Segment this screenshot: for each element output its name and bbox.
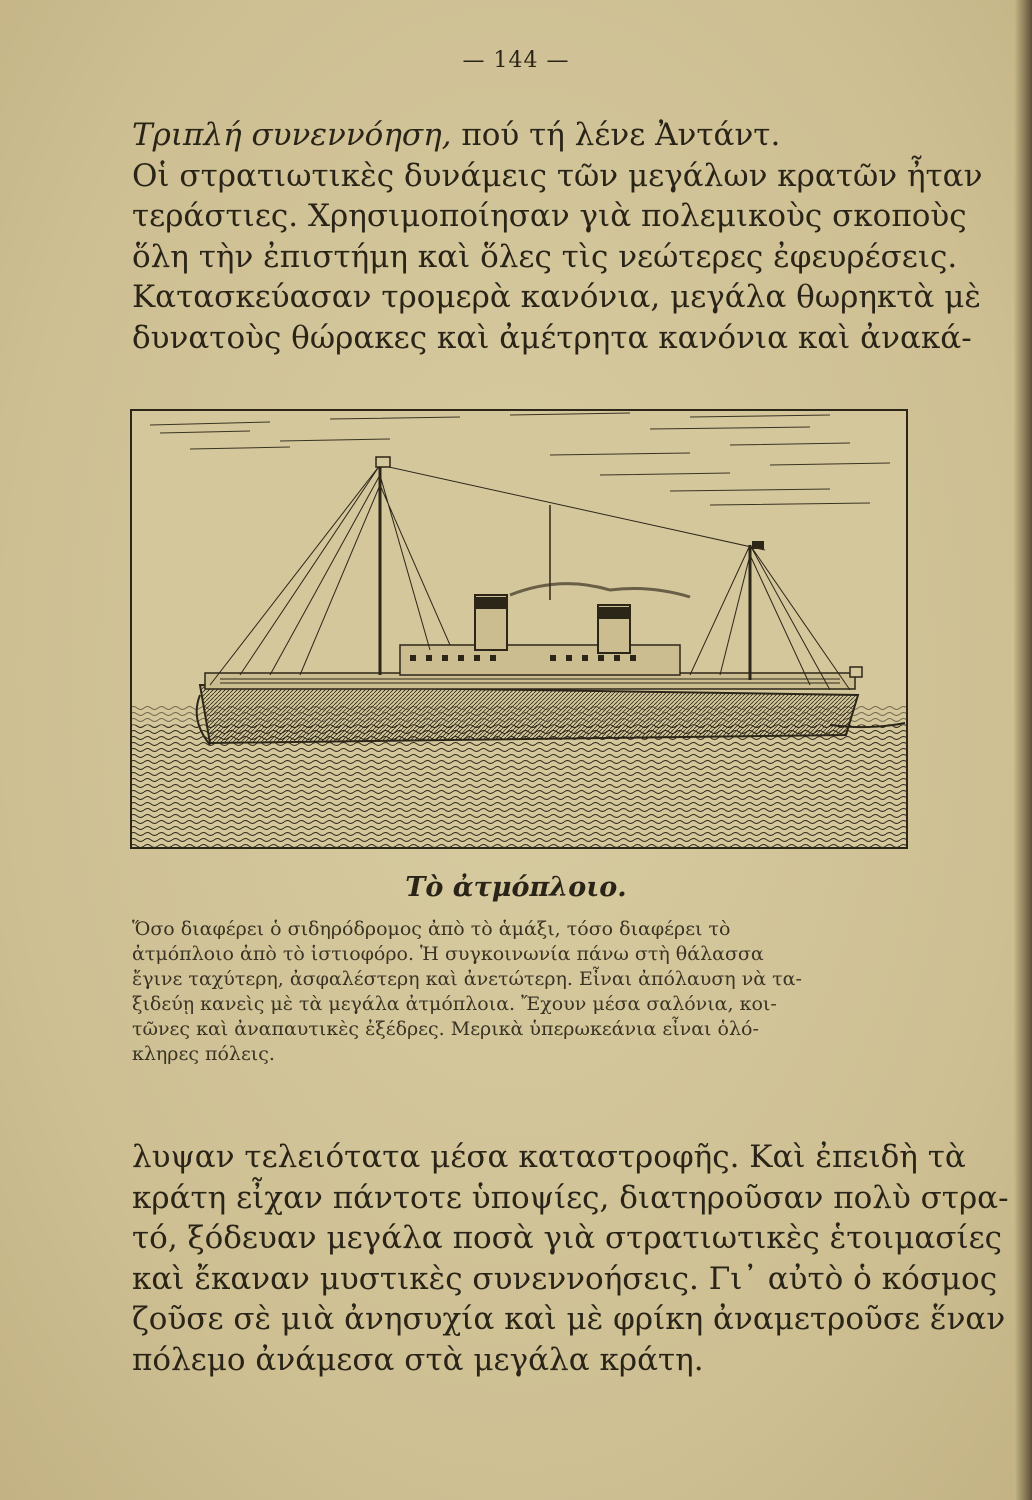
caption-line: ἔγινε ταχύτερη, ἀσφαλέστερη καὶ ἀνετώτερη. Εἶναι ἀπόλαυση νὰ τα-	[132, 968, 802, 990]
bottom-paragraph	[132, 1137, 1009, 1380]
text-line-2: κράτη εἶχαν πάντοτε ὑποψίες, διατηροῦσαν πολὺ στρα-	[132, 1179, 1009, 1216]
caption-line: Ὅσο διαφέρει ὁ σιδηρόδρομος ἀπὸ τὸ ἁμάξι, τόσο διαφέρει τὸ	[132, 918, 731, 940]
steamship-illustration	[130, 405, 910, 850]
text-line-4: καὶ ἔκαναν μυστικὲς συνεννοήσεις. Γι᾽ αὐτὸ ὁ κόσμος	[132, 1260, 998, 1297]
caption-line: ξιδεύῃ κανεὶς μὲ τὰ μεγάλα ἀτμόπλοια. Ἔχουν μέσα σαλόνια, κοι-	[132, 993, 777, 1015]
top-paragraph	[132, 115, 983, 358]
text-line-6: δυνατοὺς θώρακες καὶ ἀμέτρητα κανόνια καὶ ἀνακά-	[132, 319, 972, 356]
text-line-5: ζοῦσε σὲ μιὰ ἀνησυχία καὶ μὲ φρίκη ἀναμετροῦσε ἕναν	[132, 1301, 1006, 1337]
text-line-5: Κατασκεύασαν τρομερὰ κανόνια, μεγάλα θωρηκτὰ μὲ	[132, 279, 982, 315]
text-line-3: τό, ξόδευαν μεγάλα ποσὰ γιὰ στρατιωτικὲς ἑτοιμασίες	[132, 1220, 1003, 1256]
page-number: — 144 —	[462, 48, 570, 73]
figure-caption-title: Τὸ ἀτμόπλοιο.	[405, 872, 627, 903]
text-line-3: τεράστιες. Χρησιμοποίησαν γιὰ πολεμικοὺς σκοποὺς	[132, 198, 967, 234]
figure-caption-text	[132, 917, 917, 1067]
text-line-6: πόλεμο ἀνάμεσα στὰ μεγάλα κράτη.	[132, 1341, 704, 1378]
caption-line: κληρες πόλεις.	[132, 1043, 275, 1065]
text-line-4: ὅλη τὴν ἐπιστήμη καὶ ὅλες τὶς νεώτερες ἐφευρέσεις.	[132, 238, 958, 275]
caption-line: ἀτμόπλοιο ἀπὸ τὸ ἱστιοφόρο. Ἡ συγκοινωνία πάνω στὴ θάλασσα	[132, 943, 764, 965]
text-line-2: Οἱ στρατιωτικὲς δυνάμεις τῶν μεγάλων κρατῶν ἦταν	[132, 157, 983, 194]
caption-line: τῶνες καὶ ἀναπαυτικὲς ἐξέδρες. Μερικὰ ὑπερωκεάνια εἶναι ὁλό-	[132, 1018, 759, 1040]
page-edge-shadow	[1014, 0, 1032, 1500]
text-line-1: λυψαν τελειότατα μέσα καταστροφῆς. Καὶ ἐπειδὴ τὰ	[132, 1139, 966, 1175]
text-line-1: Τριπλή συνεννόηση, πού τή λένε Ἀντάντ.	[132, 117, 781, 153]
